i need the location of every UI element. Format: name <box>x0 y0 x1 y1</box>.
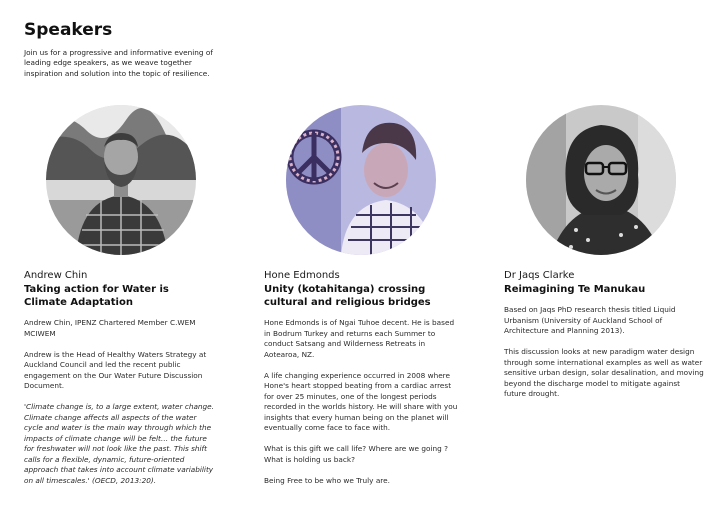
bio-paragraph: Andrew is the Head of Healthy Waters Strategy at Auckland Council and led the recent public engagement on the Our Water Future Discussion Document. <box>24 349 207 390</box>
bio-paragraph: This discussion looks at new paradigm water design through some international examples as well as water sensitive urban design, solar desalination, and moving beyond the discharge model to mitigate against future drought. <box>504 347 704 398</box>
talk-title: Taking action for Water is Climate Adaptation <box>24 284 169 308</box>
speaker-photo-jaqs <box>526 105 676 255</box>
speaker-card-hone <box>264 269 469 497</box>
speaker-name: Andrew Chin <box>24 270 88 281</box>
speaker-photo-andrew <box>46 105 196 255</box>
bio-paragraph: A life changing experience occurred in 2008 where Hone's heart stopped beating from a cardiac arrest for over 25 minutes, one of the longest periods recorded in the worlds history. He will share with you insights that every human being on the planet will eventually come face to face with. <box>264 370 458 432</box>
speaker-bio <box>264 318 462 486</box>
bio-paragraph: Andrew Chin, IPENZ Chartered Member C.WEM MCIWEM <box>24 318 196 338</box>
intro-text: Join us for a progressive and informative evening of leading edge speakers, as we weave together inspiration and solution into the topic of resilience. <box>24 48 213 78</box>
bio-paragraph: Based on Jaqs PhD research thesis titled Liquid Urbanism (University of Auckland School of Architecture and Planning 2013). <box>504 305 676 335</box>
portrait-photo-icon <box>526 105 676 255</box>
portrait-photo-icon <box>286 105 436 255</box>
talk-title: Unity (kotahitanga) crossing cultural and religious bridges <box>264 284 431 308</box>
speaker-name: Hone Edmonds <box>264 270 340 281</box>
speaker-card-jaqs <box>504 269 709 410</box>
bio-paragraph: Being Free to be who we Truly are. <box>264 475 390 485</box>
portrait-photo-icon <box>46 105 196 255</box>
speaker-photo-hone <box>286 105 436 255</box>
speaker-name: Dr Jaqs Clarke <box>504 270 575 281</box>
page-title: Speakers <box>24 20 113 40</box>
speaker-bio <box>24 318 214 486</box>
bio-paragraph: What is this gift we call life? Where are we going ? What is holding us back? <box>264 444 448 464</box>
bio-quote: 'Climate change is, to a large extent, water change. Climate change affects all aspects of the water cycle and water is the main way through which the impacts of climate change will be felt… the future for freshwater will not look like the past. This shift calls for a flexible, dynamic, future-oriented approach that takes into account climate variability on all timescales.' (OECD, 2013:20). <box>24 402 214 485</box>
talk-title: Reimagining Te Manukau <box>504 284 646 295</box>
speaker-card-andrew <box>24 269 229 497</box>
bio-paragraph: Hone Edmonds is of Ngai Tuhoe decent. He is based in Bodrum Turkey and returns each Summer to conduct Satsang and Wilderness Retreats in Aotearoa, NZ. <box>264 318 455 359</box>
speaker-bio <box>504 305 704 400</box>
